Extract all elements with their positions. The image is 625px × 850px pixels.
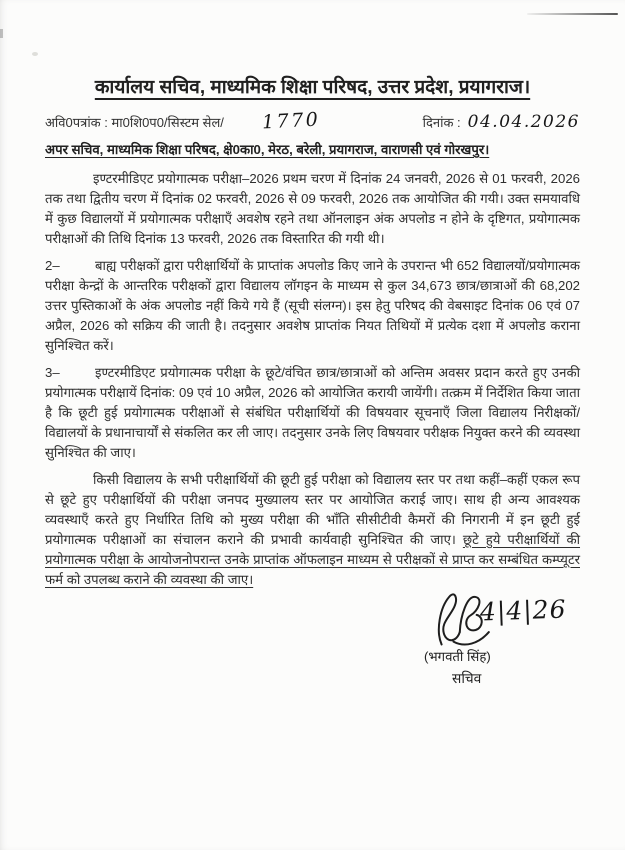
letter-title: कार्यालय सचिव, माध्यमिक शिक्षा परिषद, उत्तर प्रदेश, प्रयागराज।: [94, 77, 531, 98]
paragraph-4-underlined-text: छूटे हुये परीक्षार्थियों की प्रयोगात्मक परीक्षा के आयोजनोपरान्त उनके प्राप्तांक ऑफलाइन माध्यम से परीक्षकों से प्राप्त कर सम्बंधित कम्प्यूटर फर्म को उपलब्ध कराने की व्यवस्था की जाए।: [45, 532, 581, 587]
scan-artifact-line: [527, 13, 618, 15]
paragraph-1-text: इण्टरमीडिएट प्रयोगात्मक परीक्षा–2026 प्रथम चरण में दिनांक 24 जनवरी, 2026 से 01 फरवरी, 2026 तक तथा द्वितीय चरण में दिनांक 02 फरवरी, 2026 से 09 फरवरी, 2026 तक आयोजित की गयी। उक्त समयावधि में कुछ विद्यालयों में प्रयोगात्मक परीक्षाएँ अवशेष रहने तथा ऑनलाइन अंक अपलोड न होने के दृष्टिगत, प्रयोगात्मक परीक्षाओं की तिथि दिनांक 13 फरवरी, 2026 तक विस्तारित की गयी थी।: [45, 171, 580, 246]
signature-date-handwritten: 4|4|26: [479, 594, 567, 627]
letter-body: [45, 169, 580, 701]
scan-artifact-speck: [32, 52, 38, 56]
reference-row: [45, 110, 580, 132]
paragraph-2: [45, 256, 580, 356]
scan-artifact-speck: [0, 29, 3, 38]
date-handwritten: 04.04.2026: [467, 112, 580, 132]
signer-name: (भगवती सिंह): [424, 649, 491, 664]
paragraph-4-text: किसी विद्यालय के सभी परीक्षार्थियों की छूटी हुई परीक्षा को विद्यालय स्तर पर तथा कहीं–कहीं एकल रूप से छूटे हुए परीक्षार्थियों की परीक्षा जनपद मुख्यालय स्तर पर आयोजित कराई जाए। साथ ही अन्य आवश्यक व्यवस्थाएँ करते हुए निर्धारित तिथि को मुख्य परीक्षा की भाँति सीसीटीवी कैमरों की निगरानी में इन छूटी हुई प्रयोगात्मक परीक्षाओं का संचालन कराने की प्रभावी कार्यवाही सुनिश्चित की जाए।: [45, 472, 580, 547]
date-label: दिनांक :: [422, 115, 461, 130]
addressee-line: अपर सचिव, माध्यमिक शिक्षा परिषद, क्षे0का0, मेरठ, बरेली, प्रयागराज, वाराणसी एवं गोरखपुर।: [45, 142, 490, 157]
signer-designation: सचिव: [452, 671, 482, 686]
paragraph-1: [45, 169, 580, 249]
ref-number-label: अवि0पत्रांक : मा0शि0प0/सिस्टम सेल/: [45, 115, 224, 130]
reference-date-group: [423, 112, 580, 132]
reference-number-group: [45, 110, 320, 132]
paragraph-2-number: 2–: [45, 258, 60, 273]
paragraph-3-number: 3–: [45, 365, 60, 380]
paragraph-2-text: बाह्य परीक्षकों द्वारा परीक्षार्थियों के प्राप्तांक अपलोड किए जाने के उपरान्त भी 652 विद्यालयों/प्रयोगात्मक परीक्षा केन्द्रों के आन्तरिक परीक्षकों द्वारा विद्यालय लॉगइन के माध्यम से कुल 34,673 छात्र/छात्राओं की 68,202 उत्तर पुस्तिकाओं के अंक अपलोड नहीं किये गये हैं (सूची संलग्न)। इस हेतु परिषद की वेबसाइट दिनांक 06 एवं 07 अप्रैल, 2026 को सक्रिय की जाती है। तदनुसार अवशेष प्राप्तांक नियत तिथियों में प्रत्येक दशा में अपलोड कराना सुनिश्चित करें।: [45, 258, 580, 353]
ref-number-handwritten: 1770: [261, 108, 321, 134]
paragraph-3: [45, 363, 580, 463]
paragraph-3-text: इण्टरमीडिएट प्रयोगात्मक परीक्षा के छूटे/वंचित छात्र/छात्राओं को अन्तिम अवसर प्रदान करते हुए उनकी प्रयोगात्मक परीक्षायें दिनांक: 09 एवं 10 अप्रैल, 2026 को आयोजित करायी जायेंगी। तत्क्रम में निर्देशित किया जाता है कि छूटी हुई प्रयोगात्मक परीक्षाओं से संबंधित परीक्षार्थियों की विषयवार सूचनाएँ जिला विद्यालय निरीक्षकों/विद्यालयों के प्रधानाचार्यों से संकलित कर ली जाए। तदनुसार उनके लिए विषयवार परीक्षक नियुक्त करने की व्यवस्था सुनिश्चित की जाए।: [45, 365, 580, 460]
signature-block: [408, 594, 580, 701]
paragraph-4: [45, 470, 580, 590]
